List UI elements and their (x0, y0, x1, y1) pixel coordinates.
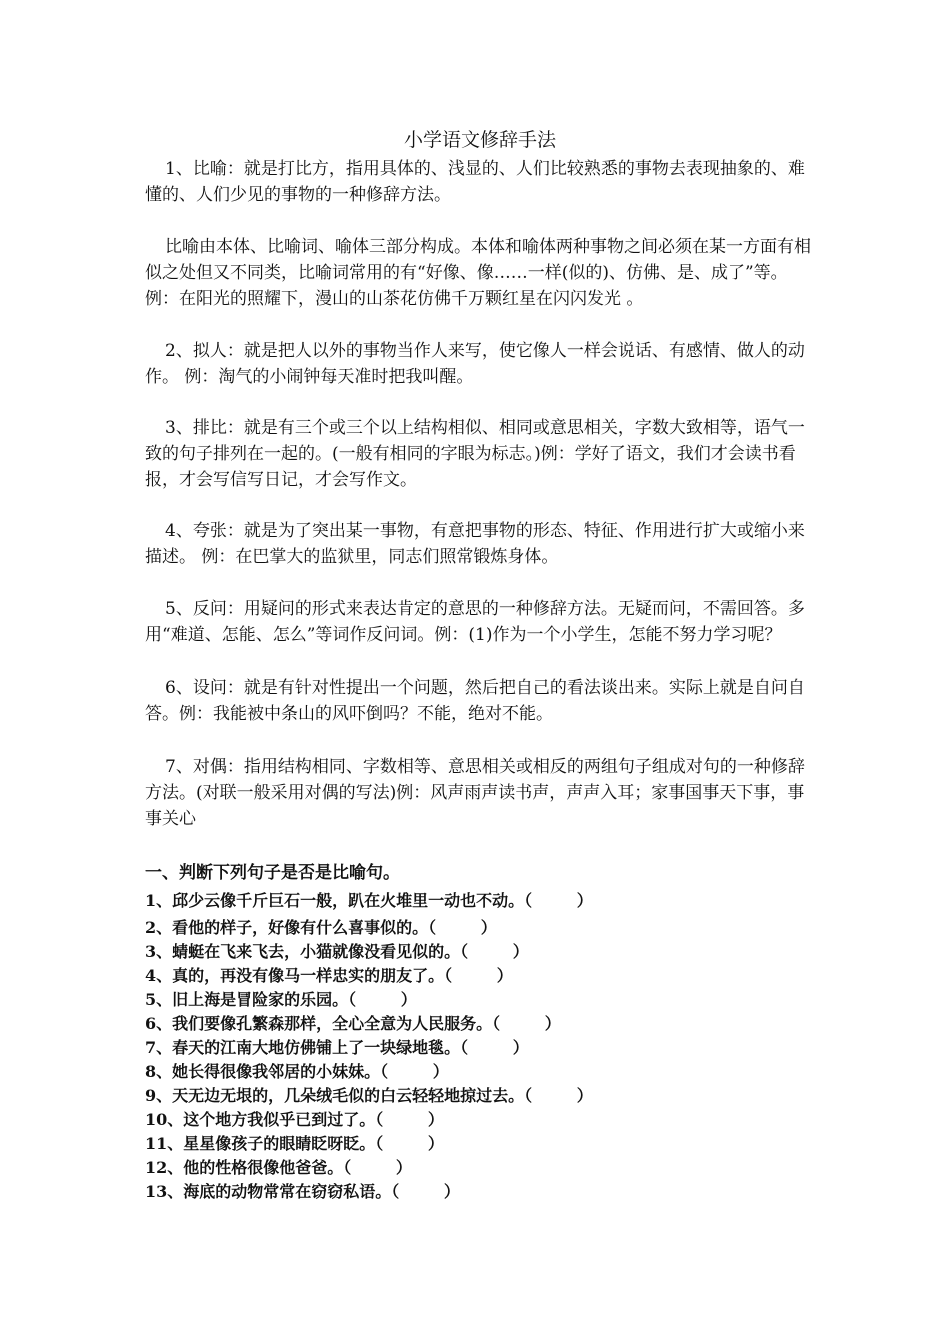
paragraph-parallelism: 3、排比：就是有三个或三个以上结构相似、相同或意思相关，字数大致相等，语气一致的句子排列在一起的。(一般有相同的字眼为标志。)例：学好了语文，我们才会读书看报，才会写信写日记，才会写作文。 (145, 418, 805, 490)
paragraph-hypophora: 6、设问：就是有针对性提出一个问题，然后把自己的看法谈出来。实际上就是自问自答。例：我能被中条山的风吓倒吗？不能，绝对不能。 (145, 678, 805, 724)
paragraph-antithesis: 7、对偶：指用结构相同、字数相等、意思相关或相反的两组句子组成对句的一种修辞方法。(对联一般采用对偶的写法)例：风声雨声读书声，声声入耳；家事国事天下事，事事关心 (145, 757, 805, 829)
document-page (145, 125, 815, 1204)
paragraph-rhetorical-question: 5、反问：用疑问的形式来表达肯定的意思的一种修辞方法。无疑而问，不需回答。多用“难道、怎能、怎么”等词作反问词。例：(1)作为一个小学生，怎能不努力学习呢？ (145, 599, 805, 645)
exercise-question: 7、春天的江南大地仿佛铺上了一块绿地毯。（ ） (145, 1038, 529, 1057)
page-title: 小学语文修辞手法 (403, 129, 556, 151)
paragraph-personification: 2、拟人：就是把人以外的事物当作人来写，使它像人一样会说话、有感情、做人的动作。 例：淘气的小闹钟每天准时把我叫醒。 (145, 341, 805, 387)
exercise-question: 1、邱少云像千斤巨石一般，趴在火堆里一动也不动。（ ） (145, 891, 593, 910)
exercise-question: 4、真的，再没有像马一样忠实的朋友了。（ ） (145, 966, 513, 985)
exercise-question: 11、星星像孩子的眼睛眨呀眨。（ ） (145, 1134, 444, 1153)
exercise-question: 13、海底的动物常常在窃窃私语。（ ） (145, 1182, 460, 1201)
exercise-question: 5、旧上海是冒险家的乐园。（ ） (145, 990, 417, 1009)
exercise-question: 9、天无边无垠的，几朵绒毛似的白云轻轻地掠过去。（ ） (145, 1086, 593, 1105)
paragraph-metaphor-definition: 1、比喻：就是打比方，指用具体的、浅显的、人们比较熟悉的事物去表现抽象的、难懂的、人们少见的事物的一种修辞方法。 (145, 159, 805, 205)
exercise-heading: 一、判断下列句子是否是比喻句。 (145, 863, 400, 883)
exercise-question: 3、蜻蜓在飞来飞去，小猫就像没看见似的。（ ） (145, 942, 529, 961)
exercise-question: 10、这个地方我似乎已到过了。（ ） (145, 1110, 444, 1129)
exercise-question: 12、他的性格很像他爸爸。（ ） (145, 1158, 412, 1177)
paragraph-hyperbole: 4、夸张：就是为了突出某一事物，有意把事物的形态、特征、作用进行扩大或缩小来描述。 例：在巴掌大的监狱里，同志们照常锻炼身体。 (145, 521, 805, 567)
exercise-question: 8、她长得很像我邻居的小妹妹。（ ） (145, 1062, 449, 1081)
exercise-question: 6、我们要像孔繁森那样，全心全意为人民服务。（ ） (145, 1014, 561, 1033)
exercise-question: 2、看他的样子，好像有什么喜事似的。（ ） (145, 918, 497, 937)
paragraph-metaphor-structure: 比喻由本体、比喻词、喻体三部分构成。本体和喻体两种事物之间必须在某一方面有相似之处但又不同类，比喻词常用的有“好像、像……一样(似的)、仿佛、是、成了”等。例：在阳光的照耀下，漫山的山茶花仿佛千万颗红星在闪闪发光 。 (145, 237, 811, 309)
